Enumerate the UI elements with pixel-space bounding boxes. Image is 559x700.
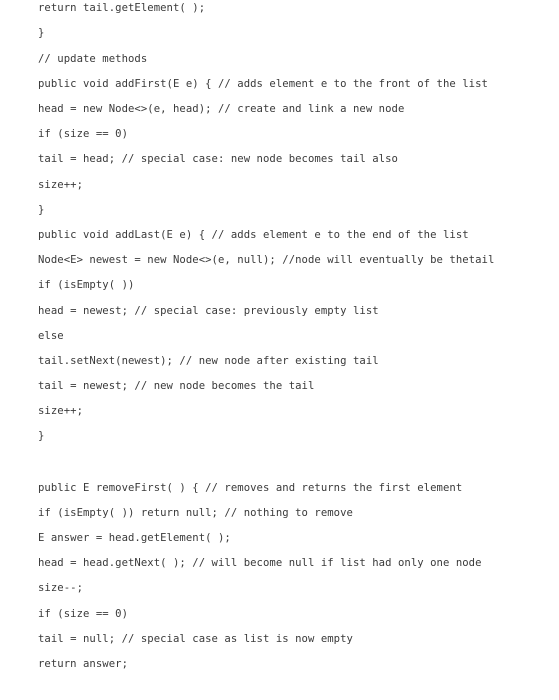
code-line: return tail.getElement( ); — [38, 2, 206, 14]
code-line: head = newest; // special case: previously empty list — [38, 305, 379, 317]
code-line: else — [38, 330, 64, 342]
code-line: tail = null; // special case as list is now empty — [38, 633, 353, 645]
code-line: tail = newest; // new node becomes the tail — [38, 380, 315, 392]
code-line: } — [38, 27, 45, 39]
code-line: public E removeFirst( ) { // removes and returns the first element — [38, 482, 463, 494]
code-line: } — [38, 430, 45, 442]
code-line: // update methods — [38, 53, 148, 65]
code-line: head = head.getNext( ); // will become null if list had only one node — [38, 557, 482, 569]
code-line: E answer = head.getElement( ); — [38, 532, 231, 544]
code-line: size--; — [38, 582, 83, 594]
code-line: head = new Node<>(e, head); // create and link a new node — [38, 103, 405, 115]
code-line: return answer; — [38, 658, 128, 670]
code-line: public void addFirst(E e) { // adds element e to the front of the list — [38, 78, 488, 90]
code-line: if (size == 0) — [38, 608, 128, 620]
code-line: if (size == 0) — [38, 128, 128, 140]
code-line: size++; — [38, 405, 83, 417]
code-line: if (isEmpty( )) — [38, 279, 135, 291]
code-line: public void addLast(E e) { // adds element e to the end of the list — [38, 229, 469, 241]
code-line: } — [38, 204, 45, 216]
code-line: size++; — [38, 179, 83, 191]
code-line: tail.setNext(newest); // new node after existing tail — [38, 355, 379, 367]
code-line: tail = head; // special case: new node becomes tail also — [38, 153, 398, 165]
code-line: if (isEmpty( )) return null; // nothing to remove — [38, 507, 353, 519]
code-line: Node<E> newest = new Node<>(e, null); //node will eventually be thetail — [38, 254, 495, 266]
